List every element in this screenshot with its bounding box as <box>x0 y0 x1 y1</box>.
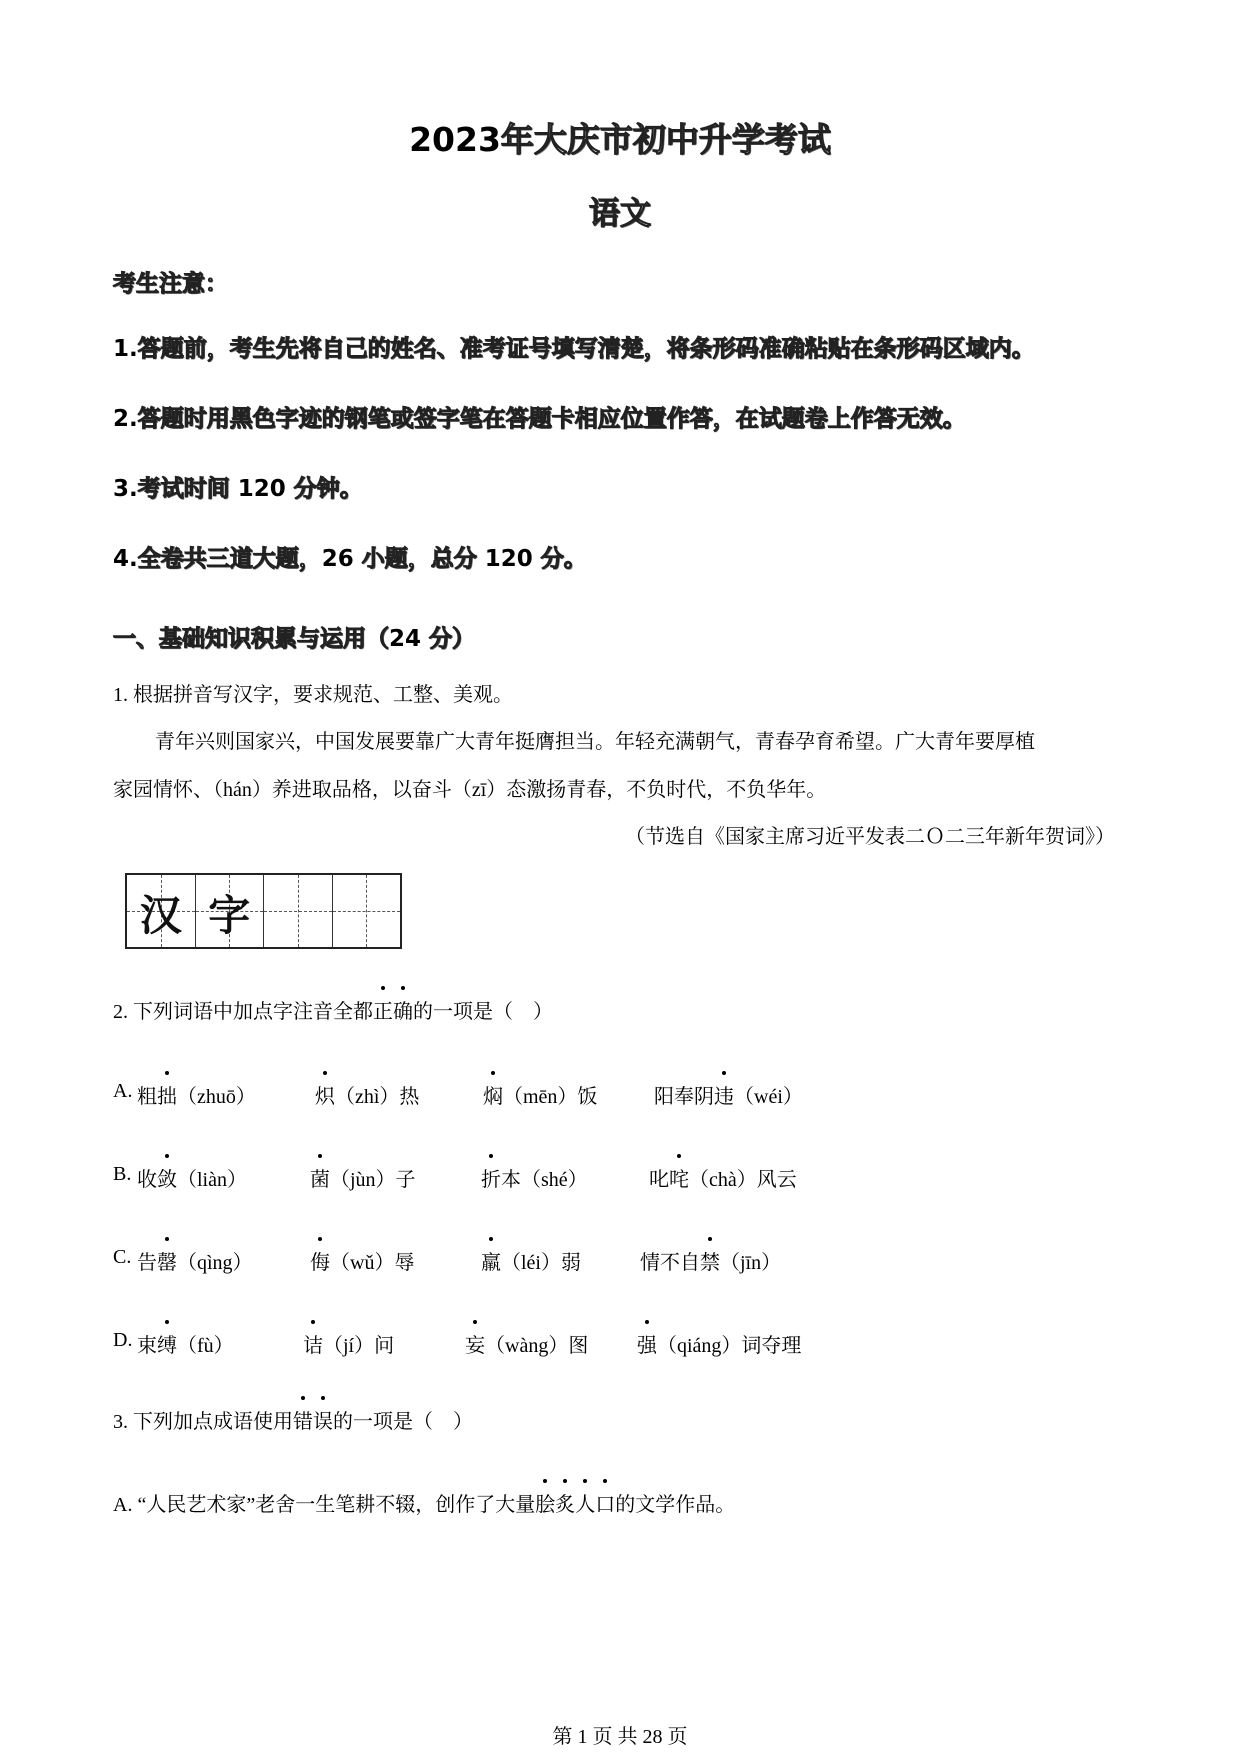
option-word: 情不自禁（jīn） <box>640 1246 781 1275</box>
option-word: 告罄（qìng） <box>137 1246 253 1275</box>
question-3-prompt <box>113 1405 473 1434</box>
prompt-text: 的一项是（ ） <box>413 1001 553 1023</box>
option-word: 妄（wàng）图 <box>465 1329 588 1358</box>
section-score: 24 <box>389 626 422 652</box>
notice-item-4 <box>113 540 587 573</box>
notice-text: 分钟。 <box>293 476 363 502</box>
option-text: A. “人民艺术家”老舍一生笔耕不辍，创作了大量 <box>113 1494 536 1516</box>
page-footer: 第 1 页 共 28 页 <box>552 1726 688 1748</box>
notice-number: 120 <box>476 546 541 572</box>
option-label: D. <box>113 1329 133 1351</box>
option-label: A. <box>113 1080 133 1102</box>
notice-num: 2. <box>113 406 138 432</box>
page-title <box>0 114 1240 161</box>
section-title-end: 分） <box>421 626 476 652</box>
subject-title: 语文 <box>589 196 651 232</box>
option-word: 菌（jùn）子 <box>310 1163 416 1192</box>
notice-number: 120 <box>229 476 294 502</box>
notice-text: 答题时用黑色字迹的钢笔或签字笔在答题卡相应位置作答，在试题卷上作答无效。 <box>137 406 966 432</box>
option-word: 强（qiáng）词夺理 <box>637 1329 801 1358</box>
notice-text: 考试时间 <box>137 476 230 502</box>
option-text: 的文学作品。 <box>615 1494 736 1516</box>
grid-char: 汉 <box>139 891 182 940</box>
option-label: C. <box>113 1246 132 1268</box>
writing-grid <box>125 873 402 949</box>
option-word: 束缚（fù） <box>137 1329 234 1358</box>
title-text: 年大庆市初中升学考试 <box>500 120 831 159</box>
notice-item-3 <box>113 470 363 503</box>
q3-option-a <box>113 1488 735 1517</box>
option-word: 折本（shé） <box>481 1163 588 1192</box>
dotted-text: 错误 <box>293 1411 333 1433</box>
passage-source: （节选自《国家主席习近平发表二Ｏ二三年新年贺词》） <box>625 826 1115 848</box>
section-title: 一、基础知识积累与运用（ <box>113 626 389 652</box>
notice-text: 分。 <box>540 546 587 572</box>
option-word: 焖（mēn）饭 <box>483 1080 597 1109</box>
notice-text: 小题，总分 <box>361 546 477 572</box>
option-word: 叱咤（chà）风云 <box>649 1163 797 1192</box>
option-word: 阳奉阴违（wéi） <box>654 1080 803 1109</box>
notice-num: 4. <box>113 546 138 572</box>
notice-text: 全卷共三道大题， <box>137 546 322 572</box>
notice-item-2 <box>113 400 966 433</box>
option-word: 诘（jí）问 <box>303 1329 394 1358</box>
title-year: 2023 <box>409 120 501 159</box>
notice-num: 1. <box>113 336 138 362</box>
notice-num: 3. <box>113 476 138 502</box>
dotted-idiom: 脍炙人口 <box>535 1494 615 1516</box>
notice-heading: 考生注意： <box>113 271 228 297</box>
notice-number: 26 <box>321 546 362 572</box>
option-word: 侮（wǔ）辱 <box>310 1246 414 1275</box>
option-word: 粗拙（zhuō） <box>137 1080 256 1109</box>
grid-cell <box>196 875 265 947</box>
option-word: 炽（zhì）热 <box>315 1080 419 1109</box>
option-label: B. <box>113 1163 132 1185</box>
grid-char: 字 <box>208 891 251 940</box>
question-2-prompt <box>113 995 553 1024</box>
notice-text: 答题前，考生先将自己的姓名、准考证号填写清楚，将条形码准确粘贴在条形码区域内。 <box>137 336 1035 362</box>
grid-cell <box>333 875 401 947</box>
dotted-text: 正确 <box>373 1001 413 1023</box>
notice-item-1 <box>113 330 1035 363</box>
passage-line-1: 青年兴则国家兴，中国发展要靠广大青年挺膺担当。年轻充满朝气，青春孕育希望。广大青年要厚植 <box>155 731 1035 753</box>
section-heading <box>113 620 475 653</box>
option-word: 收敛（liàn） <box>137 1163 247 1192</box>
prompt-text: 3. 下列加点成语使用 <box>113 1411 293 1433</box>
question-1-prompt: 1. 根据拼音写汉字，要求规范、工整、美观。 <box>113 684 513 706</box>
prompt-text: 的一项是（ ） <box>333 1411 473 1433</box>
grid-cell <box>264 875 333 947</box>
grid-cell <box>127 875 196 947</box>
option-word: 羸（léi）弱 <box>481 1246 581 1275</box>
passage-line-2: 家园情怀、（hán）养进取品格，以奋斗（zī）态激扬青春，不负时代，不负华年。 <box>113 779 827 801</box>
prompt-text: 2. 下列词语中加点字注音全都 <box>113 1001 373 1023</box>
